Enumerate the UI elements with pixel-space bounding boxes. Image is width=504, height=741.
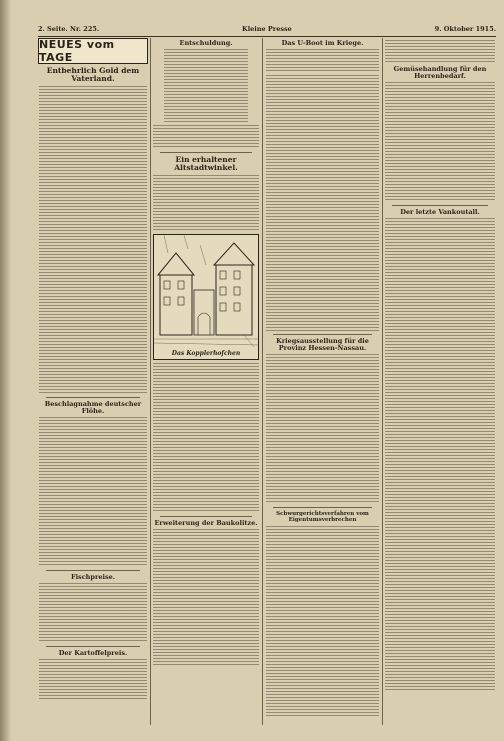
article-headline: Entschuldung. — [179, 39, 233, 47]
article-separator — [160, 152, 252, 153]
column-4 — [384, 38, 496, 727]
article-separator — [273, 507, 372, 508]
article-subtitle-text — [266, 49, 379, 73]
article-body-text — [153, 529, 259, 667]
column-rule — [382, 38, 383, 725]
issue-date: 9. Oktober 1915. — [434, 25, 496, 33]
article-headline: Gemüsehandlung für den Herrenbedarf. — [393, 65, 487, 81]
article-headline: Der letzte Vankoutall. — [400, 208, 480, 217]
article-separator — [160, 516, 252, 517]
column-rule — [150, 38, 151, 725]
article-body-text — [266, 526, 379, 716]
article-body-text — [266, 75, 379, 331]
column-3 — [265, 38, 380, 727]
header-rule — [38, 36, 496, 37]
article-separator — [273, 334, 372, 335]
street-illustration — [153, 234, 259, 360]
article-separator — [46, 397, 140, 398]
article-body-text — [153, 125, 259, 149]
article-separator — [392, 205, 488, 206]
article-headline: Beschlagnahme deutscher Flöhe. — [44, 399, 142, 415]
column-1 — [38, 38, 148, 727]
column-2 — [152, 38, 260, 727]
article-body-text — [266, 354, 379, 504]
illustration-caption: Das Kopplerhofchen — [171, 349, 241, 357]
article-body-text — [385, 82, 495, 202]
article-headline: Der Kartoffelpreis. — [58, 648, 128, 657]
article-body-text — [39, 659, 147, 699]
article-separator — [46, 570, 140, 571]
old-town-houses-drawing — [154, 235, 259, 359]
article-headline: Kriegsausstellung für die Provinz Hessen-Nassau. — [276, 337, 369, 353]
page-binding-edge — [0, 0, 11, 741]
article-body-text — [39, 417, 147, 567]
article-headline: Ein erhaltener Altstadtwinkel. — [174, 155, 238, 173]
page-label: 2. Seite. Nr. 225. — [38, 25, 100, 33]
article-headline: Schwurgerichtsverfahren vom Eigentumsverbrechen — [276, 511, 369, 524]
section-masthead: NEUES vom TAGE — [38, 38, 148, 64]
column-rule — [262, 38, 263, 725]
article-body-text — [39, 86, 147, 394]
article-headline: Erweiterung der Baukolitze. — [154, 518, 258, 527]
article-body-text — [153, 175, 259, 231]
article-body-text — [153, 363, 259, 513]
price-list-text — [39, 583, 147, 643]
article-body-text — [385, 218, 495, 692]
article-headline: Das U-Boot im Kriege. — [281, 39, 364, 47]
article-headline: Entbehrlich Gold dem Vaterland. — [46, 66, 140, 84]
paper-name: Kleine Presse — [242, 25, 292, 33]
article-headline: Fischpreise. — [70, 572, 116, 581]
article-body-text — [385, 40, 495, 64]
page-header — [38, 24, 496, 34]
poem-text — [164, 49, 248, 123]
article-separator — [46, 646, 140, 647]
